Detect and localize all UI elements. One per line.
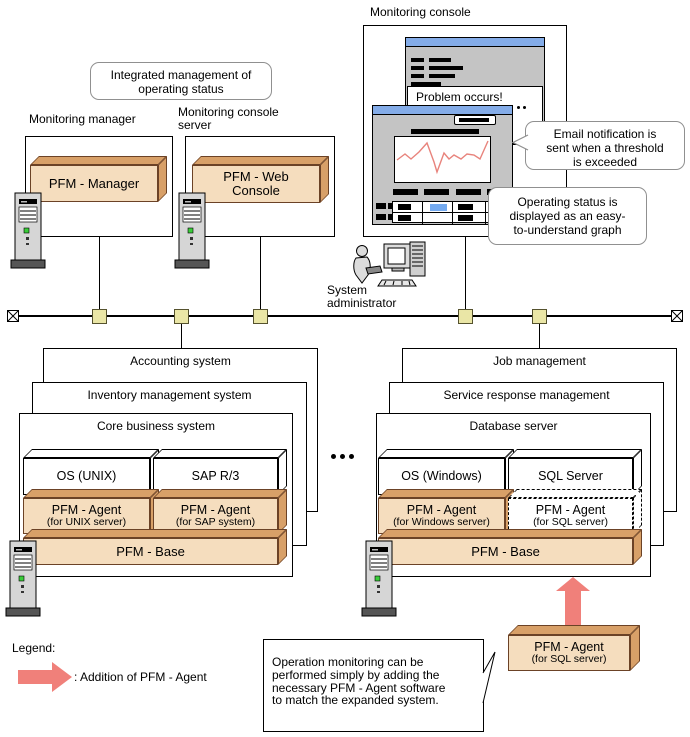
server-tower-icon: [360, 540, 398, 618]
pfm-agent-windows-box: [378, 489, 514, 534]
network-terminator-icon: [671, 310, 683, 322]
server-tower-icon: [9, 192, 47, 270]
callout-operating-status: Operating status is displayed as an easy- to-understand graph: [488, 187, 647, 245]
network-node: [458, 309, 473, 324]
link-accounting: [181, 324, 182, 348]
system-label: Inventory management system: [87, 388, 252, 402]
os-unix-label: OS (UNIX): [56, 469, 117, 483]
network-node: [174, 309, 189, 324]
system-label: Accounting system: [130, 354, 231, 368]
link-manager: [99, 237, 100, 309]
graph-panel: [394, 136, 491, 183]
callout-integrated-management: [90, 62, 272, 100]
agent-sublabel: (for Windows server): [393, 515, 490, 528]
pfm-web-console-label2: Console: [232, 183, 280, 198]
menu-bar: [411, 74, 424, 78]
legend-arrow-icon: [16, 660, 74, 694]
network-terminator-icon: [7, 310, 19, 322]
monitoring-console-server-label: Monitoring console server: [178, 105, 279, 132]
side-bar: [376, 214, 386, 220]
pfm-manager-label: PFM - Manager: [48, 175, 140, 191]
pfm-base-label: PFM - Base: [471, 543, 540, 559]
pfm-agent-sql-dashed-box: [508, 489, 642, 534]
cell-bar: [458, 204, 473, 210]
callout-expansion-note: Operation monitoring can be performed simply by adding the necessary PFM - Agent software to match the expanded system.: [263, 639, 484, 732]
field-text-bar: [459, 118, 489, 122]
pfm-agent-unix-box: [23, 489, 159, 534]
system-label: Service response management: [443, 388, 610, 402]
cell-bar: [398, 215, 411, 221]
agent-label: PFM - Agent: [51, 502, 122, 517]
pfm-web-console-box: [192, 156, 329, 203]
address-field: [454, 115, 496, 125]
network-node: [92, 309, 107, 324]
grid-line: [485, 202, 486, 224]
link-job: [539, 324, 540, 348]
grid-line: [422, 202, 423, 224]
callout-expansion-tail: [480, 645, 500, 707]
callout-email-notification: Email notification is sent when a threshold is exceeded: [525, 121, 685, 170]
callout-line: operating status: [138, 82, 224, 96]
agent-label: PFM - Agent: [535, 502, 606, 517]
sql-server-label: SQL Server: [538, 469, 603, 483]
ellipsis-dot: [517, 106, 520, 109]
selected-cell: [430, 204, 447, 211]
toolbar-bar: [393, 189, 418, 195]
callout-email-tail: [511, 133, 529, 152]
server-tower-icon: [4, 540, 42, 618]
agent-label: PFM - Agent: [534, 639, 604, 654]
menu-bar: [411, 66, 424, 70]
agent-sublabel: (for UNIX server): [46, 515, 127, 528]
grid-line: [452, 202, 453, 224]
pfm-web-console-label: PFM - Web: [223, 169, 289, 184]
link-console: [465, 237, 466, 309]
heading-bar: [411, 129, 479, 134]
floating-pfm-agent-sql-box: [508, 625, 640, 671]
sap-r3-label: SAP R/3: [191, 469, 240, 483]
agent-sublabel: (for SQL server): [531, 652, 607, 665]
window-titlebar: [406, 38, 544, 47]
pfm-base-right-box: [378, 529, 642, 565]
monitoring-console-label: Monitoring console: [370, 5, 471, 19]
system-label: Job management: [493, 354, 586, 368]
server-tower-icon: [173, 192, 211, 270]
agent-sublabel: (for SQL server): [533, 515, 608, 528]
window-titlebar: [373, 106, 512, 115]
network-node: [253, 309, 268, 324]
cell-bar: [398, 204, 411, 210]
legend-entry: : Addition of PFM - Agent: [74, 670, 207, 684]
pfm-base-label: PFM - Base: [116, 543, 185, 559]
link-console-server: [260, 237, 261, 309]
menu-bar: [429, 66, 463, 70]
side-bar: [376, 203, 386, 209]
cell-bar: [458, 215, 473, 221]
ellipsis-dot: [349, 454, 354, 459]
agent-label: PFM - Agent: [406, 502, 477, 517]
system-label: Database server: [469, 419, 558, 433]
menu-bar: [429, 58, 451, 62]
pfm-base-left-box: [23, 529, 287, 565]
menu-bar: [411, 58, 424, 62]
monitoring-manager-label: Monitoring manager: [29, 112, 136, 126]
legend-title: Legend:: [12, 641, 56, 655]
os-windows-label: OS (Windows): [401, 469, 482, 483]
ellipsis-dot: [331, 454, 336, 459]
system-administrator-label: System administrator: [327, 283, 397, 310]
toolbar-bar: [424, 189, 449, 195]
addition-arrow-icon: [553, 575, 593, 627]
pfm-agent-sap-box: [153, 489, 287, 534]
toolbar-bar: [456, 189, 481, 195]
ellipsis-dot: [523, 106, 526, 109]
callout-line: Integrated management of: [110, 68, 252, 82]
agent-sublabel: (for SAP system): [175, 515, 256, 528]
ellipsis-dot: [340, 454, 345, 459]
line-graph: [395, 137, 490, 182]
pfm-manager-box: [30, 156, 167, 202]
system-label: Core business system: [96, 419, 216, 433]
menu-bar: [429, 74, 455, 78]
network-node: [532, 309, 547, 324]
problem-occurs-text: Problem occurs!: [416, 90, 503, 104]
network-line: [12, 315, 678, 317]
agent-label: PFM - Agent: [180, 502, 251, 517]
